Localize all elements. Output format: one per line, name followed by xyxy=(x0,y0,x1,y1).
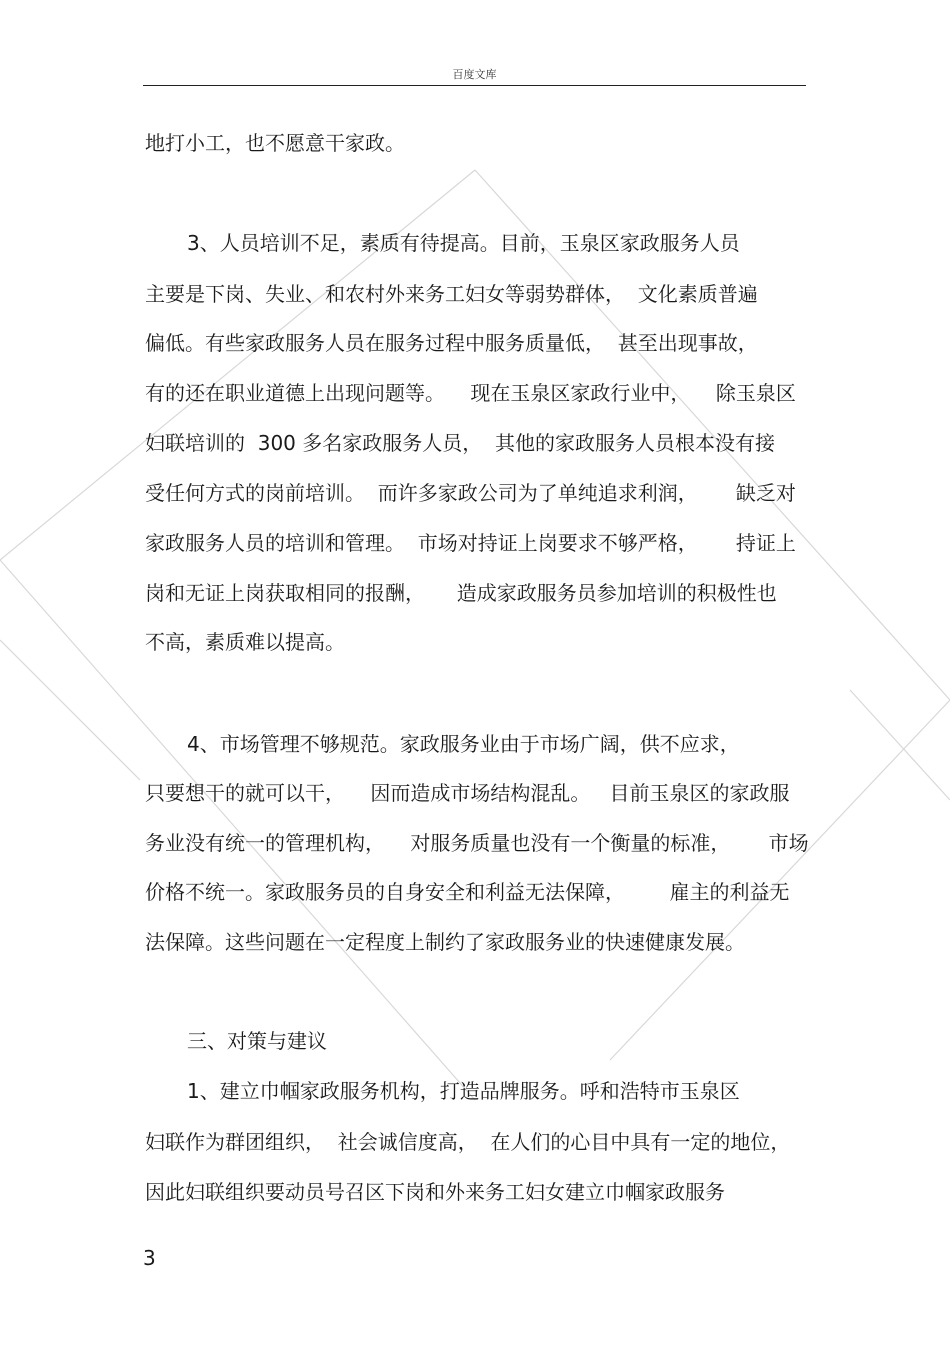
body-line: 不高，素质难以提高。 xyxy=(145,630,345,654)
body-line: 妇联作为群团组织， 社会诚信度高， 在人们的心目中具有一定的地位， xyxy=(145,1130,791,1154)
body-line: 务业没有统一的管理机构， 对服务质量也没有一个衡量的标准， 市场 xyxy=(145,831,809,855)
body-line: 有的还在职业道德上出现问题等。 现在玉泉区家政行业中， 除玉泉区 xyxy=(145,381,796,405)
document-header-title: 百度文库 xyxy=(452,68,497,81)
body-line: 只要想干的就可以干， 因而造成市场结构混乱。 目前玉泉区的家政服 xyxy=(145,781,790,805)
body-line: 价格不统一。家政服务员的自身安全和利益无法保障， 雇主的利益无 xyxy=(145,880,790,904)
body-line: 家政服务人员的培训和管理。 市场对持证上岗要求不够严格， 持证上 xyxy=(145,531,796,555)
body-line: 因此妇联组织要动员号召区下岗和外来务工妇女建立巾帼家政服务 xyxy=(145,1180,725,1204)
body-line: 主要是下岗、失业、和农村外来务工妇女等弱势群体， 文化素质普遍 xyxy=(145,282,758,306)
body-line: 法保障。这些问题在一定程度上制约了家政服务业的快速健康发展。 xyxy=(145,930,745,954)
body-line: 地打小工，也不愿意干家政。 xyxy=(145,131,405,155)
body-line: 妇联培训的 300 多名家政服务人员， 其他的家政服务人员根本没有接 xyxy=(145,431,775,455)
paragraph-4-heading-line: 4、市场管理不够规范。家政服务业由于市场广阔，供不应求， xyxy=(187,732,740,756)
section-heading: 三、对策与建议 xyxy=(187,1029,327,1053)
header-divider xyxy=(143,85,806,86)
paragraph-3-heading-line: 3、人员培训不足，素质有待提高。目前，玉泉区家政服务人员 xyxy=(187,231,740,255)
body-line: 受任何方式的岗前培训。 而许多家政公司为了单纯追求利润， 缺乏对 xyxy=(145,481,796,505)
body-line: 岗和无证上岗获取相同的报酬， 造成家政服务员参加培训的积极性也 xyxy=(145,581,777,605)
paragraph-1-heading-line: 1、建立巾帼家政服务机构，打造品牌服务。呼和浩特市玉泉区 xyxy=(187,1079,740,1103)
body-line: 偏低。有些家政服务人员在服务过程中服务质量低， 甚至出现事故， xyxy=(145,331,758,355)
page-number: 3 xyxy=(143,1246,156,1270)
